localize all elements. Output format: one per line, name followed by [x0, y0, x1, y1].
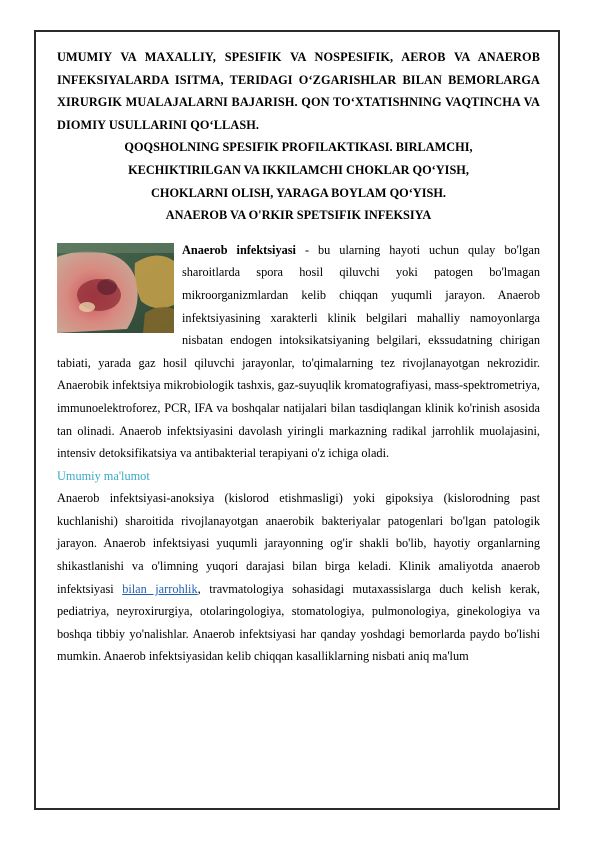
general-info-text-start: Anaerob infektsiyasi-anoksiya (kislorod etishmasligi) yoki gipoksiya (kislorodning past kuchlanishi) sharoitida rivojlanayotgan anaerobik bakteriyalar patogenlari bo'lgan patologik jarayon. Anaerob infektsiyasi yuqumli jarayonning og'ir shakli bo'lib, hayotiy organlarning shikastlanishi va o'limning yuqori darajasi bilan birga keladi. Klinik amaliyotda anaerob infektsiyasi	[57, 491, 540, 596]
document-body	[57, 46, 540, 668]
surgery-link[interactable]: bilan jarrohlik	[122, 581, 198, 596]
subtitle-line-2: KECHIKTIRILGAN VA IKKILAMCHI CHOKLAR QO‘YISH,	[128, 162, 469, 177]
subtitle-line-1: QOQSHOLNING SPESIFIK PROFILAKTIKASI. BIRLAMCHI,	[124, 140, 473, 155]
intro-text: - bu ularning hayoti uchun qulay bo'lgan sharoitlarda spora hosil qiluvchi yoki patogen bo'lmagan mikroorganizmlardan kelib chiqqan yuqumli jarayon. Anaerob infektsiyasining xarakterli klinik belgilari mahalliy namoyonlarga nisbatan endogen intoksikatsiyaning belgilari, ekssudatning chirigan tabiati, yarada gaz hosil qiluvchi jarayonlar, to'qimalarning tez rivojlanayotgan nekrozidir. Anaerobik infektsiya mikrobiologik tashxis, gaz-suyuqlik kromatografiyasi, mass-spektrometriya, immunoelektroforez, PCR, IFA va boshqalar natijalari bilan tasdiqlangan klinik ko'rinish asosida tan olinadi. Anaerob infektsiyasini davolash yiringli markazning radikal jarrohlik muolajasini, intensiv detoksifikatsiya va antibakterial terapiyani o'z ichiga oladi.	[57, 242, 540, 461]
subtitle-line-3: CHOKLARNI OLISH, YARAGA BOYLAM QO‘YISH.	[151, 185, 446, 200]
general-info-text-end: , travmatologiya sohasidagi mutaxassislarga duch kelish kerak, pediatriya, neyroxirurgiya, otolaringologiya, stomatologiya, pulmonologiya, ginekologiya va boshqa tibbiy yo'nalishlar. Anaerob infektsiyasi har qanday yoshdagi bemorlarda paydo bo'lishi mumkin. Anaerob infektsiyasidan kelib chiqqan kasalliklarning nisbati aniq ma'lum	[57, 581, 540, 664]
intro-term: Anaerob infektsiyasi	[182, 242, 296, 257]
section-heading: ANAEROB VA O'RKIR SPETSIFIK INFEKSIYA	[165, 208, 432, 223]
general-info-paragraph	[57, 487, 540, 668]
wound-photo	[57, 243, 174, 333]
document-title: UMUMIY VA MAXALLIY, SPESIFIK VA NOSPESIFIK, AEROB VA ANAEROB INFEKSIYALARDA ISITMA, TERIDAGI O‘ZGARISHLAR BILAN BEMORLARGA XIRURGIK MUALAJALARNI BAJARISH. QON TO‘XTATISHNING VAQTINCHA VA DIOMIY USULLARINI QO‘LLASH.	[57, 50, 540, 132]
intro-paragraph	[57, 239, 540, 465]
section-title: Umumiy ma'lumot	[57, 468, 150, 483]
